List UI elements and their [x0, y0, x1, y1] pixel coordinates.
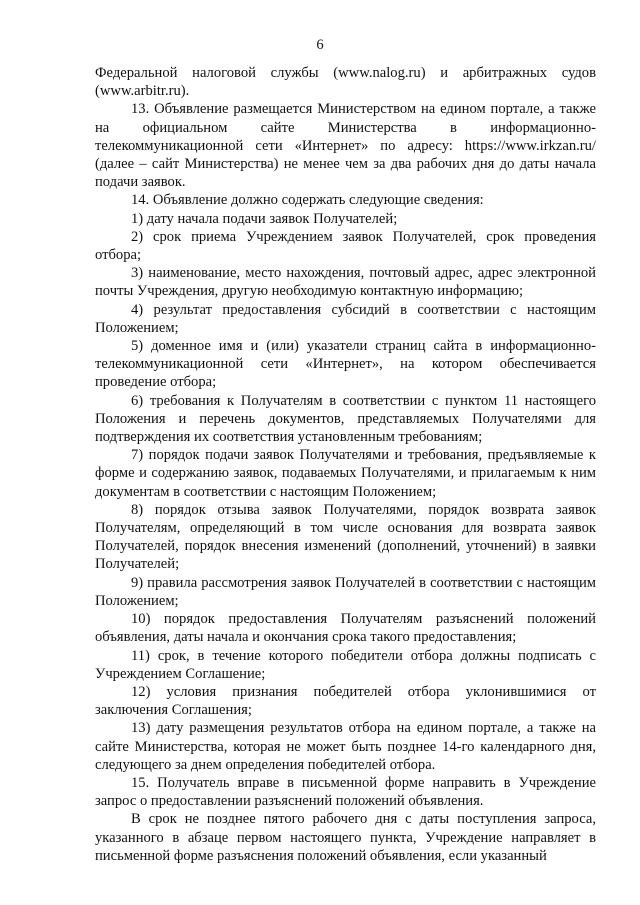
paragraph: 11) срок, в течение которого победители отбора должны подписать с Учреждением Соглашение;	[95, 647, 596, 682]
page-number: 6	[316, 37, 324, 53]
paragraph: 14. Объявление должно содержать следующие сведения:	[131, 192, 484, 209]
paragraph: 2) срок приема Учреждением заявок Получателей, срок проведения отбора;	[95, 228, 596, 264]
paragraph: 7) порядок подачи заявок Получателями и требования, предъявляемые к форме и содержанию заявок, подаваемых Получателями, и прилагаемым к ним документам в соответствии с настоящим Положением;	[95, 447, 596, 500]
paragraph: 15. Получатель вправе в письменной форме направить в Учреждение запрос о предоставлении разъяснений положений объявления.	[95, 774, 596, 810]
document-body	[95, 64, 596, 865]
paragraph: 5) доменное имя и (или) указатели страниц сайта в информационно-телекоммуникационной сети «Интернет», на котором обеспечивается проведение отбора;	[95, 338, 596, 391]
paragraph: 10) порядок предоставления Получателям разъяснений положений объявления, даты начала и окончания срока такого предоставления;	[95, 611, 596, 646]
paragraph: 1) дату начала подачи заявок Получателей;	[131, 210, 398, 227]
paragraph: В срок не позднее пятого рабочего дня с даты поступления запроса, указанного в абзаце первом настоящего пункта, Учреждение направляет в письменной форме разъяснения положений объявления, если указанный	[95, 811, 596, 864]
paragraph: 13. Объявление размещается Министерством на едином портале, а также на официальном сайте Министерства в информационно-телекоммуникационной сети «Интернет» по адресу: https://www.irkzan.ru/ (далее – сайт Министерства) не менее чем за два рабочих дня до даты начала подачи заявок.	[95, 101, 596, 191]
paragraph: 4) результат предоставления субсидий в соответствии с настоящим Положением;	[95, 301, 596, 336]
paragraph: 13) дату размещения результатов отбора на едином портале, а также на сайте Министерства, которая не может быть позднее 14-го календарного дня, следующего за днем определения победителей отбора.	[95, 720, 596, 773]
paragraph: Федеральной налоговой службы (www.nalog.ru) и арбитражных судов (www.arbitr.ru).	[95, 65, 596, 100]
paragraph: 6) требования к Получателям в соответствии с пунктом 11 настоящего Положения и перечень документов, представляемых Получателями для подтверждения их соответствия установленным требованиям;	[95, 392, 596, 446]
paragraph: 12) условия признания победителей отбора уклонившимися от заключения Соглашения;	[95, 683, 596, 719]
paragraph: 3) наименование, место нахождения, почтовый адрес, адрес электронной почты Учреждения, другую необходимую контактную информацию;	[95, 265, 596, 300]
paragraph: 9) правила рассмотрения заявок Получателей в соответствии с настоящим Положением;	[95, 574, 596, 609]
paragraph: 8) порядок отзыва заявок Получателями, порядок возврата заявок Получателям, определяющий в том числе основания для возврата заявок Получателей, порядок внесения изменений (дополнений, уточнений) в заявки Получателей;	[95, 501, 596, 573]
